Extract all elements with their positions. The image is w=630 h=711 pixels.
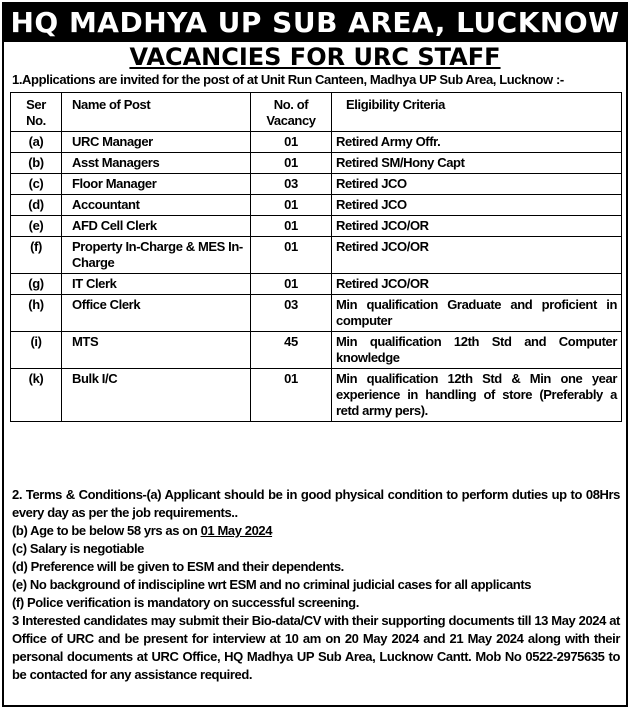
row-vacancy-count: 01: [251, 274, 332, 295]
header-no-line2: Vacancy: [266, 113, 316, 128]
table-row: [11, 295, 622, 332]
row-eligibility: Retired JCO: [332, 174, 622, 195]
row-ser: (k): [11, 369, 62, 422]
header-no-of-vacancy: [251, 93, 332, 132]
row-ser: (h): [11, 295, 62, 332]
terms-d: (d) Preference will be given to ESM and their dependents.: [12, 559, 344, 574]
row-ser: (d): [11, 195, 62, 216]
table-row: [11, 237, 622, 274]
instructions-part2: along with their personal documents at: [12, 631, 620, 664]
row-eligibility: Retired JCO: [332, 195, 622, 216]
terms-f: (f) Police verification is mandatory on successful screening.: [12, 595, 359, 610]
terms-heading: 2. Terms & Conditions-: [12, 487, 147, 502]
row-post-name: Bulk I/C: [62, 369, 251, 422]
row-eligibility: Min qualification Graduate and proficient in computer: [332, 295, 622, 332]
terms-section: [12, 486, 620, 684]
row-post-name: URC Manager: [62, 132, 251, 153]
table-header-row: [11, 93, 622, 132]
table-row: [11, 174, 622, 195]
row-ser: (a): [11, 132, 62, 153]
header-ser-line2: No.: [26, 113, 46, 128]
terms-a-text: (a) Applicant should be in good physical condition to perform duties up to 08Hrs every day as per the job requirements..: [12, 487, 620, 520]
row-eligibility: Min qualification 12th Std and Computer knowledge: [332, 332, 622, 369]
instructions-part3: to be contacted for any assistance required.: [12, 649, 620, 682]
intro-text: 1.Applications are invited for the post of at Unit Run Canteen, Madhya UP Sub Area, Lucknow :-: [12, 72, 564, 87]
row-post-name: Accountant: [62, 195, 251, 216]
row-vacancy-count: 01: [251, 369, 332, 422]
row-post-name: Property In-Charge & MES In-Charge: [62, 237, 251, 274]
row-vacancy-count: 01: [251, 132, 332, 153]
header-no-line1: No. of: [273, 97, 309, 112]
table-row: [11, 369, 622, 422]
page-title: HQ MADHYA UP SUB AREA, LUCKNOW: [4, 4, 626, 42]
row-vacancy-count: 01: [251, 216, 332, 237]
header-name-of-post: Name of Post: [62, 93, 251, 132]
row-vacancy-count: 01: [251, 153, 332, 174]
header-ser-line1: Ser: [26, 97, 46, 112]
row-post-name: MTS: [62, 332, 251, 369]
row-ser: (g): [11, 274, 62, 295]
terms-b-text: (b) Age to be below 58 yrs as on: [12, 523, 201, 538]
row-ser: (i): [11, 332, 62, 369]
row-ser: (f): [11, 237, 62, 274]
row-ser: (e): [11, 216, 62, 237]
row-ser: (b): [11, 153, 62, 174]
row-eligibility: Retired JCO/OR: [332, 216, 622, 237]
table-row: [11, 195, 622, 216]
terms-b: [12, 522, 620, 540]
row-post-name: IT Clerk: [62, 274, 251, 295]
header-eligibility: Eligibility Criteria: [332, 93, 622, 132]
table-row: [11, 132, 622, 153]
application-instructions: [12, 612, 620, 684]
row-eligibility: Min qualification 12th Std & Min one year experience in handling of store (Preferably a retd army pers).: [332, 369, 622, 422]
table-row: [11, 332, 622, 369]
table-row: [11, 153, 622, 174]
row-vacancy-count: 45: [251, 332, 332, 369]
row-eligibility: Retired SM/Hony Capt: [332, 153, 622, 174]
row-vacancy-count: 01: [251, 237, 332, 274]
row-ser: (c): [11, 174, 62, 195]
header-ser-no: [11, 93, 62, 132]
contact-mobile: Mob No 0522-2975635: [475, 649, 605, 664]
table-row: [11, 216, 622, 237]
office-address: URC Office, HQ Madhya UP Sub Area, Lucknow Cantt.: [151, 649, 472, 664]
terms-e: (e) No background of indiscipline wrt ESM and no criminal judicial cases for all applicants: [12, 577, 532, 592]
table-row: [11, 274, 622, 295]
advertisement: [2, 2, 628, 707]
terms-a: [12, 486, 620, 522]
interview-schedule: interview at 10 am on 20 May 2024 and 21 May 2024: [212, 631, 524, 646]
page-subtitle: VACANCIES FOR URC STAFF: [129, 43, 501, 71]
row-eligibility: Retired JCO/OR: [332, 274, 622, 295]
row-post-name: Floor Manager: [62, 174, 251, 195]
row-eligibility: Retired Army Offr.: [332, 132, 622, 153]
row-vacancy-count: 01: [251, 195, 332, 216]
row-eligibility: Retired JCO/OR: [332, 237, 622, 274]
row-post-name: Office Clerk: [62, 295, 251, 332]
row-vacancy-count: 03: [251, 295, 332, 332]
row-post-name: AFD Cell Clerk: [62, 216, 251, 237]
instructions-part1: 3 Interested candidates may submit their Bio-data/CV with their supporting documents till 13 May 2024 at Office of URC and be present for: [12, 613, 620, 646]
row-vacancy-count: 03: [251, 174, 332, 195]
terms-b-date: 01 May 2024: [200, 523, 273, 538]
terms-c: (c) Salary is negotiable: [12, 541, 145, 556]
vacancy-table: [10, 92, 622, 422]
row-post-name: Asst Managers: [62, 153, 251, 174]
